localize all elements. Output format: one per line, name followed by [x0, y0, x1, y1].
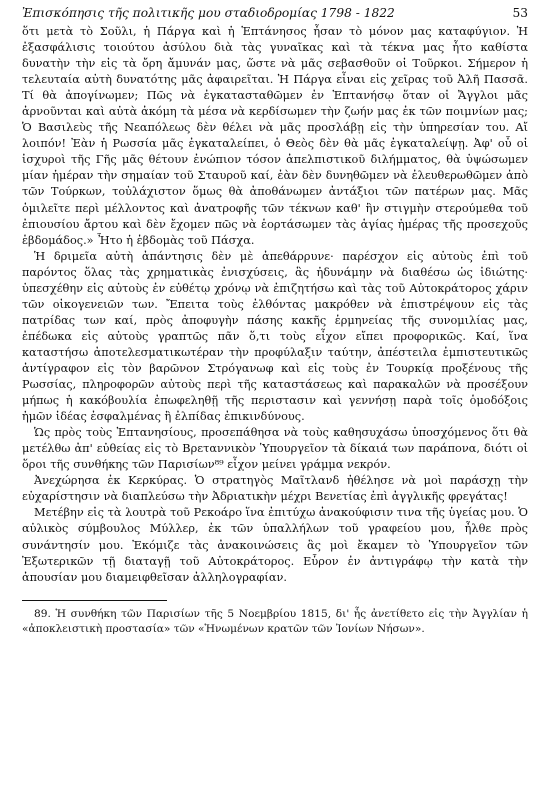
paragraph: Ἡ δριμεῖα αὐτὴ ἀπάντησις δὲν μὲ ἀπεθάρρυνε· παρέσχον εἰς αὐτοὺς ἐπὶ τοῦ παρόντος ὅλας τὰς χρηματικὰς ἐνισχύσεις, ἃς ἠδυνάμην νὰ διαθέσω ὡς ἰδιώτης· ὑπεσχέθην εἰς αὐτοὺς ἐν εὐθέτῳ χρόνῳ νὰ ἐπιζητήσω καὶ τὰς τοῦ Αὐτοκράτορος χάριν τῶν οἰκογενειῶν των. Ἔπειτα τοὺς ἐλθόντας μακρόθεν νὰ ἐπιστρέψουν εἰς τὰς πατρίδας των καί, πρὸς ἀποφυγὴν πάσης κακῆς ἑρμηνείας τῆς συνομιλίας μας, ἐπέδωκα εἰς αὐτοὺς γραπτῶς πᾶν ὅ,τι τοὺς εἶχον εἴπει προφορικῶς. Καί, ἵνα καταστήσω ἀποτελεσματικωτέραν τὴν προφύλαξιν ταύτην, ἀπέστειλα ἐμπιστευτικῶς ἀντίγραφον εἰς τὸν βαρῶνον Στρόγανωφ καὶ εἰς τοὺς ἐν Τουρκίᾳ προξένους τῆς Ρωσσίας, πληροφορῶν αὐτοὺς περὶ τῆς καταστάσεως καὶ παρακαλῶν νὰ προσέξουν μήπως ἡ κακόβουλία ἐπωφεληθῇ τῆς περιστασιν καὶ γεννήσῃ παρὰ τοῖς ὁμοδόξοις ἡμῶν ἰδέας ἐσφαλμένας ἢ ἐλπίδας ἐπικινδύνους.	[22, 249, 528, 424]
paragraph-continued: ὅτι μετὰ τὸ Σοῦλι, ἡ Πάργα καὶ ἡ Ἑπτάνησος ἦσαν τὸ μόνον μας καταφύγιον. Ἡ ἐξασφάλισις τοιούτου ἀσύλου διὰ τὰς γυναῖκας καὶ τὰ τέκνα μας ἦτο καθίστα δυνατὴν τὴν εἰς τὰ ὄρη ἄμυνάν μας, ὥστε νὰ μᾶς σεβασθοῦν οἱ Τοῦρκοι. Σήμερον ἡ τελευταία αὐτὴ δυνατότης μᾶς ἀφαιρεῖται. Ἡ Πάργα εἶναι εἰς χεῖρας τοῦ Ἀλῆ Πασσᾶ. Τί θὰ ἀπογίνωμεν; Πῶς νὰ ἐγκατασταθῶμεν ἐν Ἑπτανήσῳ ὅταν οἱ Ἄγγλοι μᾶς ἀρνοῦνται καὶ αὐτὰ ἀκόμη τὰ μέσα νὰ κερδίσωμεν τὴν ζωήν μας ἐκ τῶν ποιμνίων μας; Ὁ Βασιλεὺς τῆς Νεαπόλεως δὲν θέλει νὰ μᾶς προσλάβῃ εἰς τὴν ὑπηρεσίαν του. Αἴ λοιπόν! Ἐὰν ἡ Ρωσσία μᾶς ἐγκαταλείπει, ὁ Θεὸς δὲν θὰ μᾶς ἐγκαταλείψῃ. Ἀφ' οὗ οἱ ἰσχυροὶ τῆς Γῆς μᾶς θέτουν ἐνώπιον τόσον ἀπελπιστικοῦ διλήμματος, θὰ ὑψώσωμεν μίαν ἡμέραν τὴν σημαίαν τοῦ Σταυροῦ καί, ἐὰν δὲν δυνηθῶμεν νὰ ἐλευθερωθῶμεν ἀπὸ τῶν Τούρκων, τοὐλάχιστον ὅμως θὰ ἀποθάνωμεν ἀντάξιοι τῶν πατέρων μας. Μᾶς ὁμιλεῖτε περὶ μέλλοντος καὶ ἀνατροφῆς τῶν τέκνων καθ' ἣν στιγμὴν στερούμεθα τοῦ ἐπιουσίου ἄρτου καὶ δὲν ἔχομεν πῶς νὰ ἑορτάσωμεν τὰς ἁγίας ἡμέρας τῆς προσεχοῦς ἑβδομάδος.» Ἦτο ἡ ἑβδομὰς τοῦ Πάσχα.	[22, 25, 528, 247]
paragraph: Μετέβην εἰς τὰ λουτρὰ τοῦ Ρεκοάρο ἵνα ἐπιτύχω ἀνακούφισιν τινα τῆς ὑγείας μου. Ὁ αὐλικὸς σύμβουλος Μύλλερ, ἐκ τῶν ὑπαλλήλων τοῦ γραφείου μου, ἦλθε πρὸς συνάντησίν μου. Ἐκόμιζε τὰς ἀνακοινώσεις ἃς μοὶ ἔκαμεν τὸ Ὑπουργεῖον τῶν Ἐξωτερικῶν τῇ διαταγῇ τοῦ Αὐτοκράτορος. Εὗρον ἐν ἀντιγράφῳ τὴν κατὰ τὴν ἀπουσίαν μου διαμειφθεῖσαν ἀλληλογραφίαν.	[22, 506, 528, 584]
footnote-divider	[22, 600, 167, 601]
page-number: 53	[512, 6, 528, 20]
paragraph: Ὡς πρὸς τοὺς Ἑπτανησίους, προσεπάθησα νὰ τοὺς καθησυχάσω ὑποσχόμενος ὅτι θὰ μετέλθω ἀπ' εὐθείας εἰς τὸ Βρεταννικὸν Ὑπουργεῖον τὰ δίκαιά των παράπονα, διότι οἱ ὅροι τῆς συνθήκης τῶν Παρισίων⁸⁹ εἶχον μείνει γράμμα νεκρόν.	[22, 426, 528, 472]
main-text	[22, 24, 528, 586]
running-header	[22, 6, 528, 20]
paragraph: Ἀνεχώρησα ἐκ Κερκύρας. Ὁ στρατηγὸς Μαῖτλανδ ἠθέλησε νὰ μοὶ παράσχῃ τὴν εὐχαρίστησιν νὰ διαπλεύσω τὴν Ἀδριατικὴν μέχρι Βενετίας ἐπὶ ἀγγλικῆς φρεγάτας!	[22, 474, 528, 504]
footnote: 89. Ἡ συνθήκη τῶν Παρισίων τῆς 5 Νοεμβρίου 1815, δι' ἧς ἀνετίθετο εἰς τὴν Ἀγγλίαν ἡ «ἀποκλειστικὴ προστασία» τῶν «Ἡνωμένων κρατῶν τῶν Ἰονίων Νήσων».	[22, 607, 528, 635]
running-title: Ἐπισκόπησις τῆς πολιτικῆς μου σταδιοδρομίας 1798 - 1822	[22, 6, 395, 20]
